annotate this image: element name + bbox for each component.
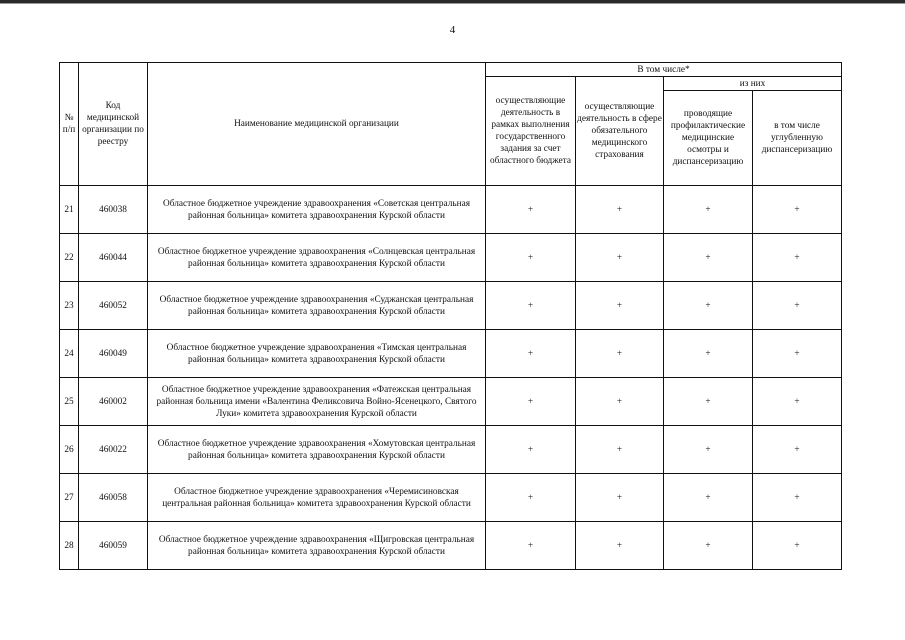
row-number: 21 [60, 186, 79, 234]
row-code: 460038 [79, 186, 148, 234]
row-number: 25 [60, 378, 79, 426]
row-org-name: Областное бюджетное учреждение здравоохранения «Фатежская центральная районная больница имени «Валентина Феликсовича Войно-Ясенецкого, Святого Луки» комитета здравоохранения Курской области [148, 378, 486, 426]
table-row [60, 474, 842, 522]
row-prof-mark: + [664, 234, 753, 282]
row-code: 460059 [79, 522, 148, 570]
row-state-mark: + [486, 282, 576, 330]
row-org-name: Областное бюджетное учреждение здравоохранения «Хомутовская центральная районная больница» комитета здравоохранения Курской области [148, 426, 486, 474]
table-header [60, 63, 842, 186]
row-org-name: Областное бюджетное учреждение здравоохранения «Суджанская центральная районная больница» комитета здравоохранения Курской области [148, 282, 486, 330]
row-deep-mark: + [753, 234, 842, 282]
row-prof-mark: + [664, 522, 753, 570]
row-oms-mark: + [576, 234, 664, 282]
table-row [60, 426, 842, 474]
row-number: 24 [60, 330, 79, 378]
row-org-name: Областное бюджетное учреждение здравоохранения «Тимская центральная районная больница» комитета здравоохранения Курской области [148, 330, 486, 378]
row-org-name: Областное бюджетное учреждение здравоохранения «Щигровская центральная районная больница» комитета здравоохранения Курской области [148, 522, 486, 570]
row-code: 460022 [79, 426, 148, 474]
row-number: 28 [60, 522, 79, 570]
table-body [60, 186, 842, 570]
row-oms-mark: + [576, 186, 664, 234]
table-row [60, 282, 842, 330]
row-oms-mark: + [576, 282, 664, 330]
row-code: 460058 [79, 474, 148, 522]
row-state-mark: + [486, 234, 576, 282]
header-code: Код медицинской организации по реестру [79, 63, 148, 186]
row-number: 26 [60, 426, 79, 474]
header-num: № п/п [60, 63, 79, 186]
table-row [60, 330, 842, 378]
row-prof-mark: + [664, 282, 753, 330]
medical-organizations-table [59, 62, 842, 570]
row-oms-mark: + [576, 378, 664, 426]
row-oms-mark: + [576, 330, 664, 378]
row-oms-mark: + [576, 474, 664, 522]
row-deep-mark: + [753, 282, 842, 330]
row-deep-mark: + [753, 426, 842, 474]
row-state-mark: + [486, 330, 576, 378]
row-state-mark: + [486, 522, 576, 570]
row-deep-mark: + [753, 330, 842, 378]
row-oms-mark: + [576, 522, 664, 570]
row-state-mark: + [486, 474, 576, 522]
row-prof-mark: + [664, 378, 753, 426]
row-state-mark: + [486, 186, 576, 234]
header-state-task: осуществляющие деятельность в рамках выполнения государственного задания за счет областного бюджета [486, 77, 576, 186]
row-code: 460002 [79, 378, 148, 426]
row-deep-mark: + [753, 378, 842, 426]
row-number: 23 [60, 282, 79, 330]
table-row [60, 186, 842, 234]
row-prof-mark: + [664, 186, 753, 234]
table-row [60, 522, 842, 570]
row-org-name: Областное бюджетное учреждение здравоохранения «Солнцевская центральная районная больница» комитета здравоохранения Курской области [148, 234, 486, 282]
row-prof-mark: + [664, 474, 753, 522]
row-prof-mark: + [664, 426, 753, 474]
page-number: 4 [449, 24, 456, 36]
header-oms: осуществляющие деятельность в сфере обязательного медицинского страхования [576, 77, 664, 186]
row-code: 460049 [79, 330, 148, 378]
row-oms-mark: + [576, 426, 664, 474]
row-code: 460052 [79, 282, 148, 330]
row-org-name: Областное бюджетное учреждение здравоохранения «Советская центральная районная больница» комитета здравоохранения Курской области [148, 186, 486, 234]
header-deep-dispensary: в том числе углубленную диспансеризацию [753, 91, 842, 186]
row-number: 27 [60, 474, 79, 522]
row-number: 22 [60, 234, 79, 282]
row-deep-mark: + [753, 474, 842, 522]
row-deep-mark: + [753, 186, 842, 234]
header-including-group: В том числе* [486, 63, 842, 77]
header-name: Наименование медицинской организации [148, 63, 486, 186]
header-prophylactic: проводящие профилактические медицинские осмотры и диспансеризацию [664, 91, 753, 186]
row-org-name: Областное бюджетное учреждение здравоохранения «Черемисиновская центральная районная больница» комитета здравоохранения Курской области [148, 474, 486, 522]
row-state-mark: + [486, 378, 576, 426]
table-row [60, 378, 842, 426]
header-of-them: из них [664, 77, 842, 91]
row-prof-mark: + [664, 330, 753, 378]
row-state-mark: + [486, 426, 576, 474]
table-row [60, 234, 842, 282]
row-code: 460044 [79, 234, 148, 282]
row-deep-mark: + [753, 522, 842, 570]
scan-edge-shadow [0, 3, 905, 4]
